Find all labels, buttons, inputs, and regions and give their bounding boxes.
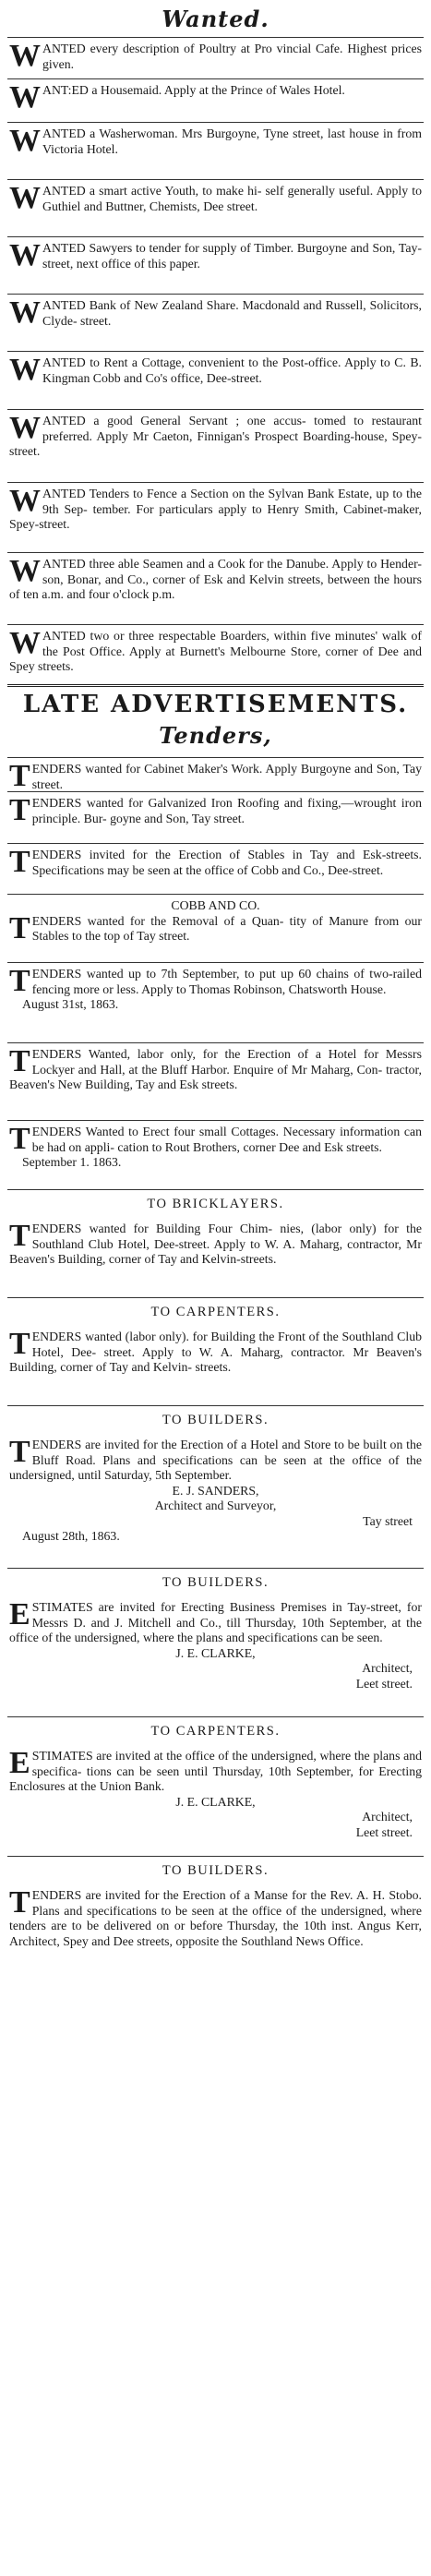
wanted-ad: WANT:ED a Housemaid. Apply at the Prince of Wales Hotel.	[7, 78, 424, 122]
wanted-header: Wanted.	[162, 6, 269, 32]
section-title: TO BRICKLAYERS.	[7, 1189, 424, 1218]
wanted-ad: WANTED every description of Poultry at Pro vincial Cafe. Highest prices given.	[7, 37, 424, 78]
tender-ad: COBB AND CO. T ENDERS wanted for the Removal of a Quan- tity of Manure from our Stables to the top of Tay street.	[7, 894, 424, 962]
ad-heading: COBB AND CO.	[171, 898, 260, 912]
wanted-ad: WANTED Sawyers to tender for supply of Timber. Burgoyne and Son, Tay-street, next office of this paper.	[7, 236, 424, 294]
ad-date: August 28th, 1863.	[22, 1529, 120, 1543]
section-title: TO CARPENTERS.	[7, 1716, 424, 1745]
signature-title: Architect,	[362, 1810, 413, 1824]
tender-ad: TENDERS are invited for the Erection of a Hotel and Store to be built on the Bluff Road. Plans and specifications can be seen at the office of the undersigned, until Saturday, 5th September. E. J. SANDERS, Architect and Surveyor, Tay street August 28th, 1863.	[9, 1435, 422, 1543]
wanted-ad: WANTED Bank of New Zealand Share. Macdonald and Russell, Solicitors, Clyde- street.	[7, 294, 424, 351]
signature-address: Leet street.	[355, 1676, 413, 1691]
tender-ad: TENDERS Wanted to Erect four small Cottages. Necessary information can be had on appli- cation to Rout Brothers, corner Dee and Esk streets. September 1. 1863.	[7, 1120, 424, 1189]
tender-ad: TENDERS wanted for Cabinet Maker's Work. Apply Burgoyne and Son, Tay street.	[9, 759, 422, 791]
section-title: TO BUILDERS.	[7, 1405, 424, 1434]
tender-ad: ESTIMATES are invited at the office of the undersigned, where the plans and specifica- tions can be seen until Thursday, 10th September, for Erecting Enclosures at the Union Bank. J. E. CLARKE, Architect, Leet street.	[9, 1746, 422, 1839]
late-advertisements-header: LATE ADVERTISEMENTS.	[22, 691, 409, 718]
signature-title: Architect and Surveyor,	[154, 1499, 277, 1512]
wanted-ad: WANTED a good General Servant ; one accus- tomed to restaurant preferred. Apply Mr Caeton, Finnigan's Prospect Boarding-house, Spey-street.	[7, 409, 424, 482]
tender-ad: TENDERS are invited for the Erection of a Manse for the Rev. A. H. Stobo. Plans and specifications to be seen at the office of the undersigned, where tenders are to be delivered on or before Thursday, the 10th inst. Angus Kerr, Architect, Spey and Dee streets, opposite the Southland News Office.	[9, 1885, 422, 1948]
tenders-header: Tenders,	[159, 722, 272, 749]
wanted-ad: WANTED to Rent a Cottage, convenient to the Post-office. Apply to C. B. Kingman Cobb and Co's office, Dee-street.	[7, 351, 424, 409]
section-title: TO BUILDERS.	[7, 1568, 424, 1596]
signature-name: E. J. SANDERS,	[172, 1483, 259, 1498]
section-title: TO CARPENTERS.	[7, 1297, 424, 1326]
wanted-ad: WANTED Tenders to Fence a Section on the Sylvan Bank Estate, up to the 9th Sep- tember. For particulars apply to Henry Smith, Cabinet-maker, Spey-street.	[7, 482, 424, 552]
wanted-ad: WANTED a Washerwoman. Mrs Burgoyne, Tyne street, last house in from Victoria Hotel.	[7, 122, 424, 179]
ad-date: September 1. 1863.	[22, 1155, 122, 1169]
tender-ad: TENDERS wanted for Galvanized Iron Roofing and fixing,—wrought iron principle. Bur- goyne and Son, Tay street.	[7, 791, 424, 843]
wanted-ad: WANTED three able Seamen and a Cook for the Danube. Apply to Hender- son, Bonar, and Co., corner of Esk and Kelvin streets, between the hours of ten a.m. and four o'clock p.m.	[7, 552, 424, 624]
tender-ad: TENDERS invited for the Erection of Stables in Tay and Esk-streets. Specifications may be seen at the office of Cobb and Co., Dee-street.	[7, 843, 424, 894]
signature-name: J. E. CLARKE,	[175, 1645, 256, 1660]
tender-ad: TENDERS Wanted, labor only, for the Erection of a Hotel for Messrs Lockyer and Hall, at the Bluff Harbor. Enquire of Mr Maharg, Con- tractor, Beaven's New Building, Tay and Esk streets.	[7, 1042, 424, 1120]
signature-address: Tay street	[363, 1513, 413, 1528]
tender-ad: TENDERS wanted for Building Four Chim- nies, (labor only) for the Southland Club Hotel, Dee-street. Apply to W. A. Maharg, contractor, Mr Beaven's Building, corner of Tay and Kelvin-streets.	[9, 1219, 422, 1266]
tender-ad: ESTIMATES are invited for Erecting Business Premises in Tay-street, for Messrs D. and J. Mitchell and Co., till Thursday, 10th September, at the office of the undersigned, where the plans and specifications can be seen. J. E. CLARKE, Architect, Leet street.	[9, 1597, 422, 1691]
signature-name: J. E. CLARKE,	[175, 1794, 256, 1809]
section-title: TO BUILDERS.	[7, 1856, 424, 1884]
tender-ad: TENDERS wanted (labor only). for Building the Front of the Southland Club Hotel, Dee- street. Apply to W. A. Maharg, contractor. Mr Beaven's Building, corner of Tay and Kelvin- streets.	[9, 1327, 422, 1374]
signature-title: Architect,	[362, 1661, 413, 1675]
wanted-ad: WANTED a smart active Youth, to make hi- self generally useful. Apply to Guthiel and Buttner, Chemists, Dee street.	[7, 179, 424, 236]
ad-date: August 31st, 1863.	[22, 997, 119, 1011]
signature-address: Leet street.	[355, 1824, 413, 1839]
tender-ad: TENDERS wanted up to 7th September, to put up 60 chains of two-railed fencing more or less. Apply to Thomas Robinson, Chatsworth House. August 31st, 1863.	[7, 962, 424, 1042]
wanted-ad: WANTED two or three respectable Boarders, within five minutes' walk of the Post Office. Apply at Burnett's Melbourne Store, corner of Dee and Spey streets.	[7, 624, 424, 684]
